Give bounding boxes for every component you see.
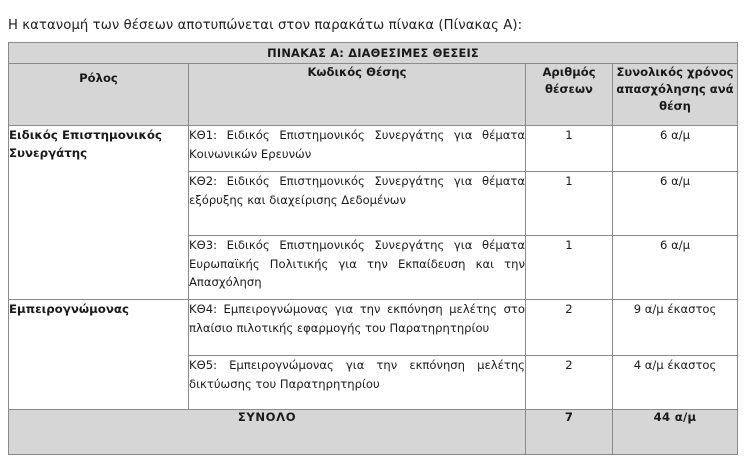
table-header-row	[9, 64, 738, 126]
count-cell: 2	[526, 300, 613, 356]
count-cell: 1	[526, 172, 613, 236]
code-description: Ειδικός Επιστημονικός Συνεργάτης για θέματα Κοινωνικών Ερευνών	[189, 128, 525, 161]
table-row	[9, 300, 738, 356]
code-description: Εμπειρογνώμονας για την εκπόνηση μελέτης δικτύωσης του Παρατηρητηρίου	[189, 358, 525, 391]
table-title: ΠΙΝΑΚΑΣ Α: ΔΙΑΘΕΣΙΜΕΣ ΘΕΣΕΙΣ	[9, 43, 738, 64]
table-head	[9, 43, 738, 126]
code-label: ΚΘ4:	[189, 302, 224, 316]
time-cell: 6 α/μ	[613, 126, 738, 172]
column-header-role: Ρόλος	[9, 64, 189, 126]
code-label: ΚΘ3:	[189, 238, 227, 252]
code-description: Ειδικός Επιστημονικός Συνεργάτης για θέματα εξόρυξης και διαχείρισης Δεδομένων	[189, 174, 525, 207]
code-label: ΚΘ1:	[189, 128, 227, 142]
time-cell: 4 α/μ έκαστος	[613, 356, 738, 410]
code-description: Ειδικός Επιστημονικός Συνεργάτης για θέματα Ευρωπαϊκής Πολιτικής για την Εκπαίδευση και την Απασχόληση	[189, 238, 525, 289]
code-description-cell	[189, 236, 526, 300]
column-header-code: Κωδικός Θέσης	[189, 64, 526, 126]
total-time: 44 α/μ	[613, 410, 738, 455]
column-header-time: Συνολικός χρόνος απασχόλησης ανά θέση	[613, 64, 738, 126]
table-total-row	[9, 410, 738, 455]
role-cell-expert: Εμπειρογνώμονας	[9, 300, 189, 410]
column-header-count: Αριθμός θέσεων	[526, 64, 613, 126]
time-cell: 9 α/μ έκαστος	[613, 300, 738, 356]
table-title-row	[9, 43, 738, 64]
count-cell: 1	[526, 236, 613, 300]
code-label: ΚΘ2:	[189, 174, 227, 188]
intro-paragraph: Η κατανομή των θέσεων αποτυπώνεται στον παρακάτω πίνακα (Πίνακας Α):	[8, 18, 523, 34]
time-cell: 6 α/μ	[613, 236, 738, 300]
table-body	[9, 126, 738, 455]
code-description-cell	[189, 356, 526, 410]
code-description-cell	[189, 126, 526, 172]
code-description: Εμπειρογνώμονας για την εκπόνηση μελέτης στο πλαίσιο πιλοτικής εφαρμογής του Παρατηρητηρίου	[189, 302, 525, 335]
positions-table	[8, 42, 738, 455]
code-label: ΚΘ5:	[189, 358, 230, 372]
code-description-cell	[189, 172, 526, 236]
total-count: 7	[526, 410, 613, 455]
count-cell: 1	[526, 126, 613, 172]
table-row	[9, 126, 738, 172]
time-cell: 6 α/μ	[613, 172, 738, 236]
code-description-cell	[189, 300, 526, 356]
total-label: ΣΥΝΟΛΟ	[9, 410, 526, 455]
role-cell-scientific-associate: Ειδικός Επιστημονικός Συνεργάτης	[9, 126, 189, 300]
positions-table-container	[8, 42, 737, 455]
count-cell: 2	[526, 356, 613, 410]
